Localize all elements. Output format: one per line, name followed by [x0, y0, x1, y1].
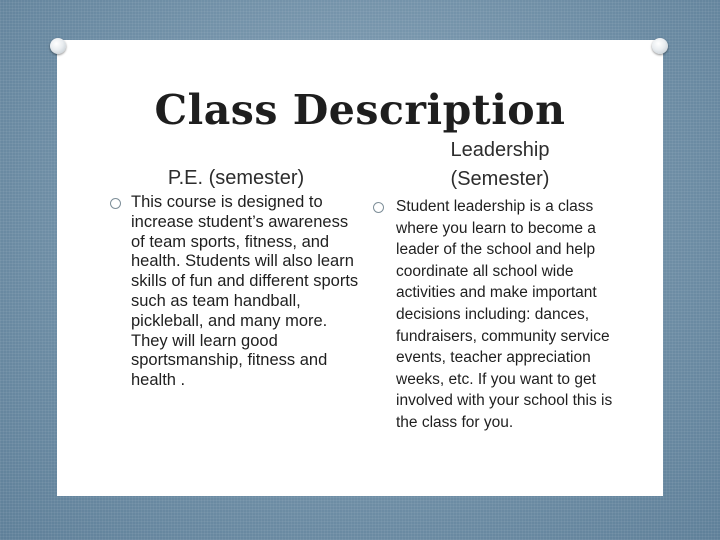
leadership-description: Student leadership is a class where you learn to become a leader of the school and help coordinate all school wide activities and make important decisions including: dances, fundraisers, community service events, teacher appreciation weeks, etc. If you want to get involved with your school this is the class for you. [396, 198, 613, 431]
leadership-heading [405, 136, 595, 194]
slide-title: Class Description [154, 86, 566, 134]
leadership-heading-line2: (Semester) [450, 168, 550, 190]
pushpin-icon [50, 38, 66, 54]
circle-bullet-icon [110, 198, 121, 209]
pe-heading: P.E. (semester) [167, 167, 305, 189]
leadership-heading-line1: Leadership [450, 139, 550, 161]
circle-bullet-icon [373, 202, 384, 213]
pushpin-icon [652, 38, 668, 54]
pe-description: This course is designed to increase student’s awareness of team sports, fitness, and health. Students will also learn skills of fun and different sports such as team handball, pickleball, and many more. They will learn good sportsmanship, fitness and health . [131, 193, 359, 390]
